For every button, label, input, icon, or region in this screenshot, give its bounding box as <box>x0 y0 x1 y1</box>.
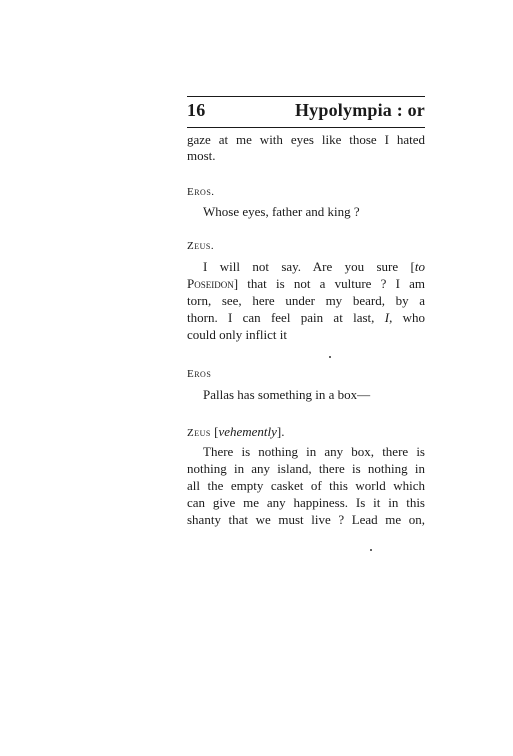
text-line: There is nothing in any box, there is <box>203 444 425 459</box>
stage-direction: to <box>414 259 425 274</box>
text-line: most. <box>187 148 216 163</box>
page-header <box>187 100 425 124</box>
text-line: gaze at me with eyes like those I hated <box>187 132 425 147</box>
header-top-rule <box>187 96 425 97</box>
text-fragment: thorn. I can feel pain at last, <box>187 310 385 325</box>
speaker-name: Zeus <box>187 427 211 439</box>
text-line <box>203 259 425 275</box>
speaker-line: Zeus [vehemently]. <box>187 424 285 439</box>
speck-mark <box>329 356 331 358</box>
text-line: nothing in any island, there is nothing in <box>187 461 425 476</box>
text-line: torn, see, here under my beard, by a <box>187 293 425 308</box>
text-fragment: I will not say. Are you sure [ <box>203 259 415 274</box>
character-name: Poseidon <box>187 276 234 291</box>
text-line: all the empty casket of this world which <box>187 478 425 493</box>
speck-mark <box>370 549 372 551</box>
page-number: 16 <box>187 100 206 120</box>
text-line <box>187 310 425 326</box>
running-head: Hypolympia : or <box>294 100 425 120</box>
emphasis: I <box>384 310 390 325</box>
text-line: can give me any happiness. Is it in this <box>187 495 425 510</box>
stage-direction: vehemently <box>218 424 277 439</box>
text-line: Whose eyes, father and king ? <box>203 204 360 219</box>
text-line <box>187 276 425 292</box>
speaker-name: Eros. <box>187 186 215 198</box>
text-line: could only inflict it <box>187 327 288 342</box>
speaker-name: Eros <box>187 368 212 380</box>
text-fragment: , who <box>389 310 426 325</box>
speaker-name: Zeus. <box>187 240 215 252</box>
text-fragment: ] that is not a vulture ? I am <box>233 276 425 291</box>
text-line: shanty that we must live ? Lead me on, <box>187 512 425 527</box>
text-line: Pallas has something in a box— <box>203 387 371 402</box>
header-bottom-rule <box>187 127 425 128</box>
